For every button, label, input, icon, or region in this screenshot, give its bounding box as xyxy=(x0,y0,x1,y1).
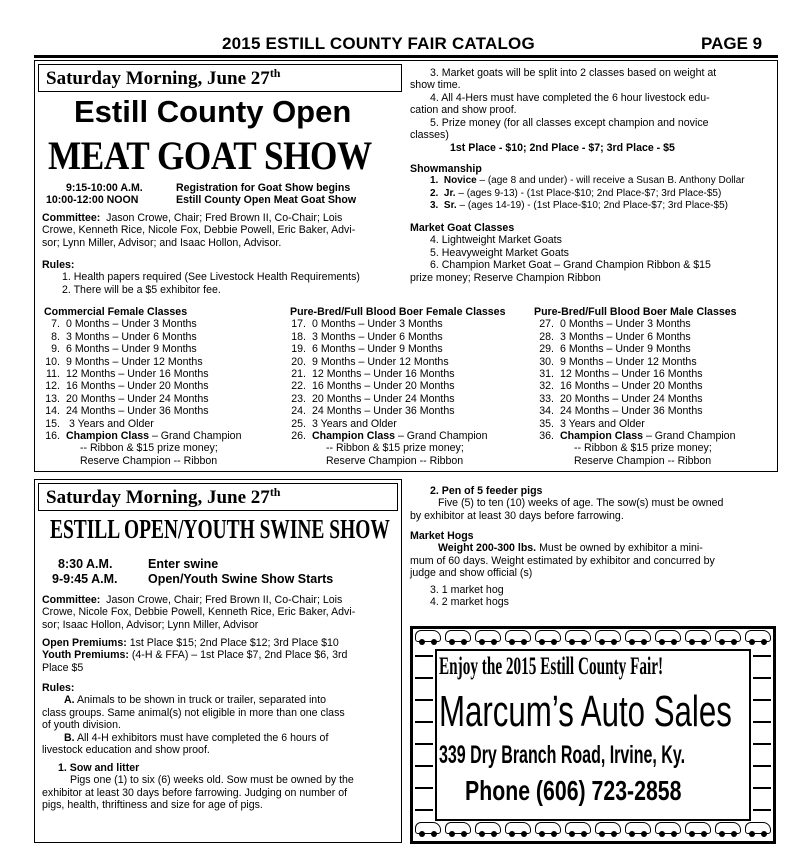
class-row: 14. 24 Months – Under 36 Months xyxy=(45,405,209,418)
car-icon xyxy=(535,822,561,834)
market-hogs: Market Hogs Weight 200-300 lbs. Must be owned by exhibitor a mini- mum of 60 days. Weight estimated by exhibitor and concurred by judge and show official (s) 3. 1 market hog 4. 2 market hogs xyxy=(410,530,715,609)
boer-male-classes: Pure-Bred/Full Blood Boer Male Classes 27. 0 Months – Under 3 Months 28. 3 Months – Under 6 Months 29. 6 Months – Under 9 Months 30. 9 Months – Under 12 Months 31. 12 Months – Under 16 Months 32. 16 Months – Under 20 Months 33. 20 Months – Under 24 Months 34. 24 Months – Under 36 Months 35. 3 Years and Older 36. Champion Class – Grand Champion -- Ribbon & $15 prize money; Reserve Champion -- Ribbon xyxy=(530,306,737,467)
page-number: PAGE 9 xyxy=(701,34,763,53)
class-row: 29. 6 Months – Under 9 Months xyxy=(539,343,691,356)
car-border-bottom xyxy=(413,821,773,839)
car-icon xyxy=(625,630,651,642)
car-icon xyxy=(565,822,591,834)
goat-title-line1: Estill County Open xyxy=(74,94,352,129)
commercial-female-classes: Commercial Female Classes 7. 0 Months – Under 3 Months 8. 3 Months – Under 6 Months 9. 6 Months – Under 9 Months 10. 9 Months – Under 12 Months 11. 12 Months – Under 16 Months 12. 16 Months – Under 20 Months 13. 20 Months – Under 24 Months 14. 24 Months – Under 36 Months 15. 3 Years and Older 16. Champion Class – Grand Champion -- Ribbon & $15 prize money; Reserve Champion -- Ribbon xyxy=(36,306,241,467)
goat-title-line2: MEAT GOAT SHOW xyxy=(48,133,372,178)
class-row: 19. 6 Months – Under 9 Months xyxy=(291,343,443,356)
class-row: 8. 3 Months – Under 6 Months xyxy=(51,330,197,343)
class-row: 30. 9 Months – Under 12 Months xyxy=(539,355,697,368)
class-row: 35. 3 Years and Older xyxy=(539,417,645,430)
swine-title: ESTILL OPEN/YOUTH SWINE SHOW xyxy=(50,514,390,544)
class-row: 13. 20 Months – Under 24 Months xyxy=(45,392,209,405)
car-icon xyxy=(595,822,621,834)
car-icon xyxy=(475,822,501,834)
goat-schedule: 9:15-10:00 A.M. Registration for Goat Show begins 10:00-12:00 NOON Estill County Open Meat Goat Show xyxy=(46,182,357,207)
car-icon xyxy=(445,630,471,642)
class-row: 11. 12 Months – Under 16 Months xyxy=(46,368,209,381)
class-row: 33. 20 Months – Under 24 Months xyxy=(539,392,703,405)
car-icon xyxy=(655,630,681,642)
ad-address: 339 Dry Branch Road, Irvine, Ky. xyxy=(439,741,686,769)
class-row: 25. 3 Years and Older xyxy=(291,417,397,430)
goat-date: Saturday Morning, June 27th xyxy=(46,66,281,89)
class-row: 21. 12 Months – Under 16 Months xyxy=(291,368,455,381)
class-row: 9. 6 Months – Under 9 Months xyxy=(51,343,197,356)
champion-class-row: 16. Champion Class – Grand Champion xyxy=(45,430,242,443)
class-row: 7. 0 Months – Under 3 Months xyxy=(51,318,197,331)
sched-time: 9:15-10:00 A.M. xyxy=(66,182,143,194)
ad-line1: Enjoy the 2015 Estill County Fair! xyxy=(439,653,664,680)
class-row: 32. 16 Months – Under 20 Months xyxy=(539,380,703,393)
car-icon xyxy=(625,822,651,834)
swine-date: Saturday Morning, June 27th xyxy=(46,485,281,508)
swine-rules: Rules: A. Animals to be shown in truck or trailer, separated into class groups. Same animal(s) not eligible in more than one class of youth division. B. All 4-H exhibitors must have completed the 6 hours of livestock education and show proof. xyxy=(42,682,345,757)
class-row: 10. 9 Months – Under 12 Months xyxy=(45,355,203,368)
car-icon xyxy=(445,822,471,834)
car-border-right xyxy=(753,649,771,819)
car-icon xyxy=(715,630,741,642)
swine-committee: Committee: Jason Crowe, Chair; Fred Brown II, Co-Chair; Lois Crowe, Nicole Fox, Debbie Powell, Kenneth Rice, Eric Baker, Advi- sor; Isaac Hollon, Advisor; Lynn Miller, Advisor xyxy=(42,594,356,631)
catalog-title: 2015 ESTILL COUNTY FAIR CATALOG xyxy=(222,34,535,53)
car-icon xyxy=(655,822,681,834)
champion-class-row: 36. Champion Class – Grand Champion xyxy=(539,430,736,443)
class-row: 24. 24 Months – Under 36 Months xyxy=(291,405,455,418)
class-row: 20. 9 Months – Under 12 Months xyxy=(291,355,449,368)
class-row: 27. 0 Months – Under 3 Months xyxy=(539,318,691,331)
goat-rules: Rules: 1. Health papers required (See Livestock Health Requirements) 2. There will be a $5 exhibitor fee. xyxy=(42,259,360,296)
car-border-left xyxy=(415,649,433,819)
goat-right-rules: 3. Market goats will be split into 2 classes based on weight at show time. 4. All 4-Hers must have completed the 6 hour livestock edu- cation and show proof. 5. Prize money (for all classes except champion and novice classes) 1st Place - $10; 2nd Place - $7; 3rd Place - $5 xyxy=(410,67,717,155)
boer-female-classes: Pure-Bred/Full Blood Boer Female Classes 17. 0 Months – Under 3 Months 18. 3 Months – Under 6 Months 19. 6 Months – Under 9 Months 20. 9 Months – Under 12 Months 21. 12 Months – Under 16 Months 22. 16 Months – Under 20 Months 23. 20 Months – Under 24 Months 24. 24 Months – Under 36 Months 25. 3 Years and Older 26. Champion Class – Grand Champion -- Ribbon & $15 prize money; Reserve Champion -- Ribbon xyxy=(282,306,505,467)
car-icon xyxy=(745,630,771,642)
class-row: 22. 16 Months – Under 20 Months xyxy=(291,380,455,393)
class-row: 31. 12 Months – Under 16 Months xyxy=(539,368,703,381)
showmanship: Showmanship 1. Novice – (age 8 and under) - will receive a Susan B. Anthony Dollar 2. Jr. – (ages 9-13) - (1st Place-$10; 2nd Place-$7; 3rd Place-$5) 3. Sr. – (ages 14-19) - (1st Place-$10; 2nd Place-$7; 3rd Place-$5) xyxy=(410,163,745,212)
class-row: 12. 16 Months – Under 20 Months xyxy=(45,380,209,393)
class-row: 17. 0 Months – Under 3 Months xyxy=(291,318,443,331)
car-icon xyxy=(415,822,441,834)
class-row: 34. 24 Months – Under 36 Months xyxy=(539,405,703,418)
car-icon xyxy=(505,630,531,642)
sow-and-litter: 1. Sow and litter Pigs one (1) to six (6) weeks old. Sow must be owned by the exhibitor at least 30 days before farrowing. Judging on number of pigs, health, thriftiness and size for age of pigs. xyxy=(42,762,354,812)
market-goat-classes: Market Goat Classes 4. Lightweight Market Goats 5. Heavyweight Market Goats 6. Champion Market Goat – Grand Champion Ribbon & $15 prize money; Reserve Champion Ribbon xyxy=(410,222,711,284)
auto-sales-ad xyxy=(410,626,776,844)
prize-line: 1st Place - $10; 2nd Place - $7; 3rd Place - $5 xyxy=(450,142,675,155)
class-row: 28. 3 Months – Under 6 Months xyxy=(539,330,691,343)
swine-schedule: 8:30 A.M. Enter swine 9-9:45 A.M. Open/Youth Swine Show Starts xyxy=(52,557,334,586)
car-icon xyxy=(715,822,741,834)
car-icon xyxy=(415,630,441,642)
car-border-top xyxy=(413,629,773,647)
car-icon xyxy=(685,630,711,642)
sched-time: 10:00-12:00 NOON xyxy=(46,194,139,207)
ad-dealer-name: Marcum’s Auto Sales xyxy=(439,687,732,736)
goat-committee: Committee: Jason Crowe, Chair; Fred Brown II, Co-Chair; Lois Crowe, Kenneth Rice, Nicole Fox, Debbie Powell, Eric Baker, Advi- sor; Lynn Miller, Advisor; and Isaac Hollon, Advisor. xyxy=(42,212,356,249)
car-icon xyxy=(745,822,771,834)
swine-premiums: Open Premiums: 1st Place $15; 2nd Place $12; 3rd Place $10 Youth Premiums: (4-H & FFA) – 1st Place $7, 2nd Place $6, 3rd Place $5 xyxy=(42,637,348,674)
car-icon xyxy=(595,630,621,642)
car-icon xyxy=(535,630,561,642)
ad-phone: Phone (606) 723-2858 xyxy=(465,775,682,806)
champion-class-row: 26. Champion Class – Grand Champion xyxy=(291,430,488,443)
car-icon xyxy=(685,822,711,834)
car-icon xyxy=(505,822,531,834)
class-row: 23. 20 Months – Under 24 Months xyxy=(291,392,455,405)
header-rule xyxy=(34,55,778,58)
car-icon xyxy=(565,630,591,642)
class-row: 15. 3 Years and Older xyxy=(45,417,154,430)
car-icon xyxy=(475,630,501,642)
class-row: 18. 3 Months – Under 6 Months xyxy=(291,330,443,343)
pen-of-feeder-pigs: 2. Pen of 5 feeder pigs Five (5) to ten (10) weeks of age. The sow(s) must be owned by exhibitor at least 30 days before farrowing. xyxy=(410,485,724,522)
